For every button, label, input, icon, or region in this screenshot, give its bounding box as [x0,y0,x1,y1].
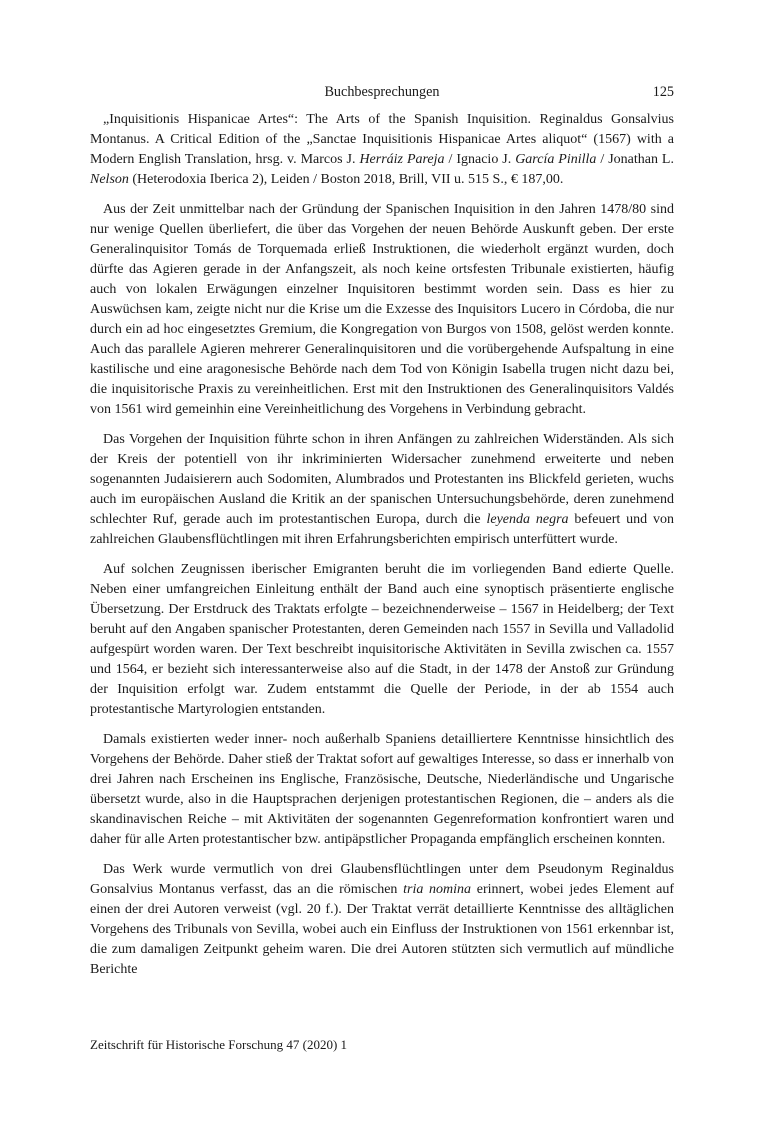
page-number: 125 [652,84,674,100]
citation-text: / Jonathan L. [596,152,674,167]
paragraph-text: befeuert und von zahlreichen Glaubensflüchtlingen mit ihren Erfahrungsberichten empirisch unterfüttert wurde. [90,512,674,547]
paragraph-2 [90,430,674,550]
emphasis-term: tria nomina [403,882,472,897]
citation-editor: Nelson [90,172,129,187]
citation-editor: Herráiz Pareja [359,152,445,167]
paragraph-text: Das Werk wurde vermutlich von drei Glaubensflüchtlingen unter dem Pseudonym Reginaldus Gonsalvius Montanus verfasst, das an die römischen [90,862,674,897]
emphasis-term: leyenda negra [486,512,569,527]
citation-text: / Ignacio J. [444,152,516,167]
page-header [90,84,674,104]
review-body [90,110,674,990]
citation-editor: García Pinilla [515,152,597,167]
paragraph-3: Auf solchen Zeugnissen iberischer Emigranten beruht die im vorliegenden Band edierte Quelle. Neben einer umfangreichen Einleitung enthält der Band auch eine synoptisch präsentierte englische Übersetzung. Der Erstdruck des Traktats erfolgte – bezeichnenderweise – 1567 in Heidelberg; der Text beruht auf den Angaben spanischer Protestanten, deren Gemeinden nach 1557 in Sevilla und Valladolid aufgespürt worden waren. Der Text beschreibt inquisitorische Aktivitäten in Sevilla zwischen ca. 1557 und 1564, er bezieht sich interessanterweise also auf die Stadt, in der 1478 der Anstoß zur Gründung der Inquisition erfolgt war. Zudem entstammt die Quelle der Periode, in der ab 1554 auch protestantische Martyrologien entstanden. [90,562,674,717]
paragraph-text: Das Vorgehen der Inquisition führte schon in ihren Anfängen zu zahlreichen Widerständen. Als sich der Kreis der potentiell von ihr inkriminierten Widersacher zunehmend erweiterte und neben sogenannten Judaisierern auch Sodomiten, Alumbrados und Protestanten ins Blickfeld gerieten, wuchs auch im europäischen Ausland die Kritik an der spanischen Untersuchungsbehörde, deren zunehmend schlechter Ruf, gerade auch im protestantischen Europa, durch die [90,432,674,527]
paragraph-4: Damals existierten weder inner- noch außerhalb Spaniens detailliertere Kenntnisse hinsichtlich des Vorgehens der Behörde. Daher stieß der Traktat sofort auf gewaltiges Interesse, so dass er innerhalb von drei Jahren nach Erscheinen ins Englische, Französische, Deutsche, Niederländische und Ungarische übersetzt wurde, also in die Hauptsprachen derjenigen protestantischen Regionen, die – anders als die skandinavischen Reiche – mit Aktivitäten der sogenannten Gegenreformation konfrontiert waren und daher für alle Arten protestantischer bzw. antipäpstlicher Propaganda empfänglich erscheinen konnten. [90,732,674,847]
citation-text: „Inquisitionis Hispanicae Artes“: The Arts of the Spanish Inquisition. Reginaldus Gonsalvius Montanus. A Critical Edition of the „Sanctae Inquisitionis Hispanicae Artes aliquot“ (1567) with a Modern English Translation, hrsg. v. Marcos J. [90,112,674,167]
journal-footer: Zeitschrift für Historische Forschung 47 (2020) 1 [90,1037,348,1052]
paragraph-1: Aus der Zeit unmittelbar nach der Gründung der Spanischen Inquisition in den Jahren 1478/80 sind nur wenige Quellen überliefert, die über das Vorgehen der neuen Behörde Auskunft geben. Der erste Generalinquisitor Tomás de Torquemada erließ Instruktionen, die wiederholt ergänzt wurden, doch dürfte das Agieren gerade in der Anfangszeit, als noch keine ortsfesten Tribunale existierten, häufig auch von lokalen Erwägungen einzelner Inquisitoren bestimmt worden sein. Dass es hier zu Auswüchsen kam, zeigte nicht nur die Krise um die Exzesse des Inquisitors Lucero in Córdoba, die nur durch ein ad hoc eingesetztes Gremium, die Kongregation von Burgos von 1508, gelöst werden konnte. Auch das parallele Agieren mehrerer Generalinquisitoren und die vorübergehende Aufspaltung in eine kastilische und eine aragonesische Behörde nach dem Tod von Königin Isabella trugen nicht dazu bei, die inquisitorische Praxis zu vereinheitlichen. Erst mit den Instruktionen des Generalinquisitors Valdés von 1561 wird gemeinhin eine Vereinheitlichung des Vorgehens in Verbindung gebracht. [90,202,674,417]
citation-text: (Heterodoxia Iberica 2), Leiden / Boston 2018, Brill, VII u. 515 S., € 187,00. [128,172,564,187]
paragraph-5 [90,860,674,980]
book-citation [90,110,674,190]
running-title: Buchbesprechungen [324,84,440,100]
paragraph-text: erinnert, wobei jedes Element auf einen der drei Autoren verweist (vgl. 20 f.). Der Traktat verrät detaillierte Kenntnisse des alltäglichen Vorgehens des Tribunals von Sevilla, wobei auch ein Einfluss der Instruktionen von 1561 erkennbar ist, die zum damaligen Zeitpunkt geheim waren. Die drei Autoren stützten sich vermutlich auf mündliche Berichte [90,882,674,977]
